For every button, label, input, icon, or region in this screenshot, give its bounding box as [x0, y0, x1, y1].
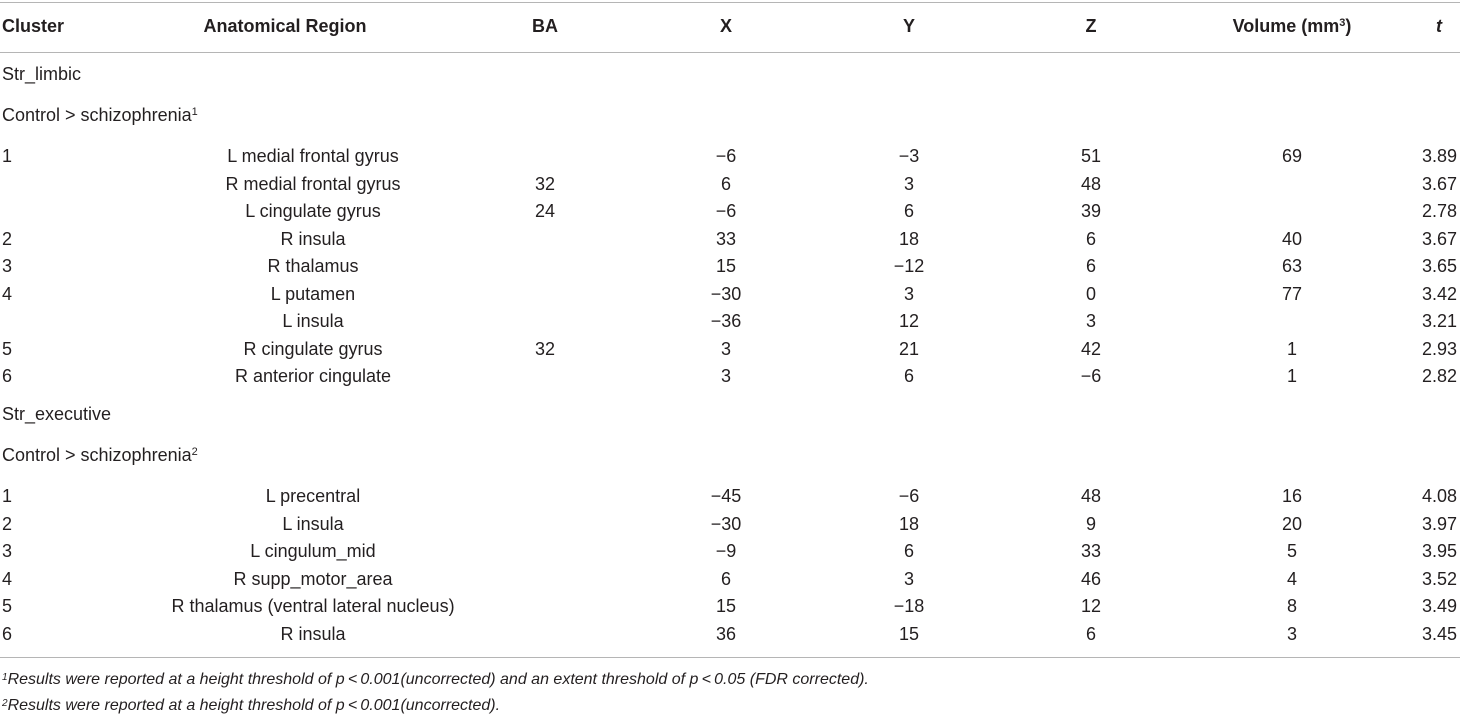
header-volume: Volume $(mm^3)$ — [1232, 16, 1352, 36]
cell-z: 33 — [1080, 541, 1102, 561]
header-region: Anatomical Region — [203, 16, 367, 36]
header-t: t — [1436, 16, 1442, 36]
cell-region: R medial frontal gyrus — [225, 173, 401, 194]
cell-x: 6 — [720, 568, 732, 589]
table-row — [0, 335, 1460, 363]
cell-y: 3 — [903, 283, 915, 304]
cell-ba: 32 — [534, 338, 556, 359]
cell-x: −6 — [715, 146, 737, 166]
table-row — [0, 252, 1460, 280]
table-row — [0, 280, 1460, 308]
cell-y: −3 — [898, 146, 920, 166]
cell-x: −30 — [710, 513, 742, 534]
cell-cluster: 3 — [2, 256, 13, 276]
cell-volume: 1 — [1286, 366, 1298, 386]
cell-z: 48 — [1080, 486, 1102, 506]
cell-y: −6 — [898, 486, 920, 506]
footnote-2: $^2$Results were reported at a height threshold of p < 0.001(uncorrected). — [2, 697, 501, 714]
header-cluster: Cluster — [2, 16, 65, 36]
table-row — [0, 482, 1460, 510]
cell-y: 3 — [903, 173, 915, 194]
cell-cluster: 2 — [2, 513, 13, 534]
header-ba: BA — [532, 16, 558, 36]
cell-x: 15 — [715, 596, 737, 616]
cell-y: 18 — [898, 228, 920, 249]
table-row — [0, 537, 1460, 565]
cell-y: −18 — [893, 596, 925, 616]
cell-cluster: 5 — [2, 596, 13, 616]
cell-z: 9 — [1085, 513, 1097, 534]
cell-cluster: 6 — [2, 366, 13, 386]
cell-cluster: 2 — [2, 228, 13, 249]
cell-cluster: 4 — [2, 568, 13, 589]
cell-t: 2.93 — [1421, 338, 1457, 359]
footnote-1: $^1$Results were reported at a height threshold of p < 0.001(uncorrected) and an extent threshold of p < 0.05 (FDR corrected). — [2, 671, 869, 688]
cell-z: 42 — [1080, 338, 1102, 359]
cell-region: R thalamus (ventral lateral nucleus) — [171, 596, 455, 616]
cell-x: −30 — [710, 283, 742, 304]
cell-volume: 16 — [1281, 486, 1303, 506]
table-row — [0, 362, 1460, 390]
cell-volume: 5 — [1286, 541, 1298, 561]
cell-t: 3.42 — [1421, 283, 1457, 304]
cell-volume: 4 — [1286, 568, 1298, 589]
table-row — [0, 170, 1460, 198]
cell-region: L cingulate gyrus — [245, 201, 381, 221]
cell-z: 12 — [1080, 596, 1102, 616]
cell-y: 6 — [903, 541, 915, 561]
cell-cluster: 3 — [2, 541, 13, 561]
cell-region: L medial frontal gyrus — [227, 146, 399, 166]
cell-region: L insula — [282, 311, 344, 331]
cell-cluster: 1 — [2, 146, 13, 166]
cell-y: −12 — [893, 256, 925, 276]
cell-t: 3.67 — [1421, 228, 1457, 249]
table-header — [0, 12, 1460, 40]
header-x: X — [719, 16, 733, 36]
cell-x: −6 — [715, 201, 737, 221]
section-contrast-label: Control > schizophrenia$^2$ — [2, 445, 198, 465]
cell-region: R insula — [280, 228, 346, 249]
cell-region: L putamen — [270, 283, 356, 304]
cell-x: 6 — [720, 173, 732, 194]
cell-y: 18 — [898, 513, 920, 534]
cell-t: 4.08 — [1421, 486, 1457, 506]
cell-region: R anterior cingulate — [234, 366, 392, 386]
cell-ba: 24 — [534, 201, 556, 221]
cell-z: 46 — [1080, 568, 1102, 589]
header-y: Y — [902, 16, 916, 36]
header-z: Z — [1085, 16, 1097, 36]
cell-x: −45 — [710, 486, 742, 506]
cell-volume: 63 — [1281, 256, 1303, 276]
cell-cluster: 1 — [2, 486, 13, 506]
section-network-label: Str_limbic — [2, 64, 82, 84]
cell-region: L precentral — [265, 486, 361, 506]
cell-region: R thalamus — [267, 256, 359, 276]
cell-volume: 77 — [1281, 283, 1303, 304]
cell-t: 2.82 — [1421, 366, 1457, 386]
cell-volume: 69 — [1281, 146, 1303, 166]
cell-t: 3.52 — [1421, 568, 1457, 589]
cell-t: 3.65 — [1421, 256, 1457, 276]
cell-volume: 20 — [1281, 513, 1303, 534]
table-row — [0, 565, 1460, 593]
cell-region: R cingulate gyrus — [243, 338, 383, 359]
cell-volume: 1 — [1286, 338, 1298, 359]
cell-x: 3 — [720, 338, 732, 359]
cell-x: −36 — [710, 311, 742, 331]
top-rule — [0, 2, 1460, 3]
table-row — [0, 142, 1460, 170]
cell-z: 0 — [1085, 283, 1097, 304]
cell-x: −9 — [715, 541, 737, 561]
table-row — [0, 510, 1460, 538]
table-row — [0, 197, 1460, 225]
cell-t: 3.49 — [1421, 596, 1457, 616]
table-row — [0, 620, 1460, 648]
cell-z: 6 — [1085, 256, 1097, 276]
cell-volume: 40 — [1281, 228, 1303, 249]
cell-cluster: 5 — [2, 338, 13, 359]
cell-region: L insula — [282, 513, 344, 534]
cell-t: 3.97 — [1421, 513, 1457, 534]
cell-y: 21 — [898, 338, 920, 359]
header-rule — [0, 52, 1460, 53]
cell-x: 33 — [715, 228, 737, 249]
cell-t: 2.78 — [1421, 201, 1457, 221]
cell-z: 6 — [1085, 623, 1097, 644]
cell-t: 3.45 — [1421, 623, 1457, 644]
cell-x: 15 — [715, 256, 737, 276]
cell-y: 6 — [903, 201, 915, 221]
cell-y: 15 — [898, 623, 920, 644]
cell-ba: 32 — [534, 173, 556, 194]
cell-z: 3 — [1085, 311, 1097, 331]
cell-t: 3.89 — [1421, 146, 1457, 166]
cell-cluster: 6 — [2, 623, 13, 644]
cell-volume: 8 — [1286, 596, 1298, 616]
cell-z: 39 — [1080, 201, 1102, 221]
table-row — [0, 225, 1460, 253]
cell-y: 3 — [903, 568, 915, 589]
cell-region: L cingulum_mid — [250, 541, 376, 561]
cell-z: 48 — [1080, 173, 1102, 194]
cell-cluster: 4 — [2, 283, 13, 304]
cell-x: 3 — [720, 366, 732, 386]
cell-t: 3.95 — [1421, 541, 1457, 561]
section-contrast-label: Control > schizophrenia$^1$ — [2, 105, 198, 125]
cell-region: R supp_motor_area — [233, 568, 393, 589]
cell-t: 3.21 — [1421, 311, 1457, 331]
table-row — [0, 307, 1460, 335]
cell-volume: 3 — [1286, 623, 1298, 644]
cell-x: 36 — [715, 623, 737, 644]
cell-z: 6 — [1085, 228, 1097, 249]
section-network-label: Str_executive — [2, 404, 112, 424]
cell-z: 51 — [1080, 146, 1102, 166]
cell-t: 3.67 — [1421, 173, 1457, 194]
cell-region: R insula — [280, 623, 346, 644]
table-row — [0, 592, 1460, 620]
cell-z: −6 — [1080, 366, 1102, 386]
cell-y: 12 — [898, 311, 920, 331]
bottom-rule — [0, 657, 1460, 658]
cell-y: 6 — [903, 366, 915, 386]
